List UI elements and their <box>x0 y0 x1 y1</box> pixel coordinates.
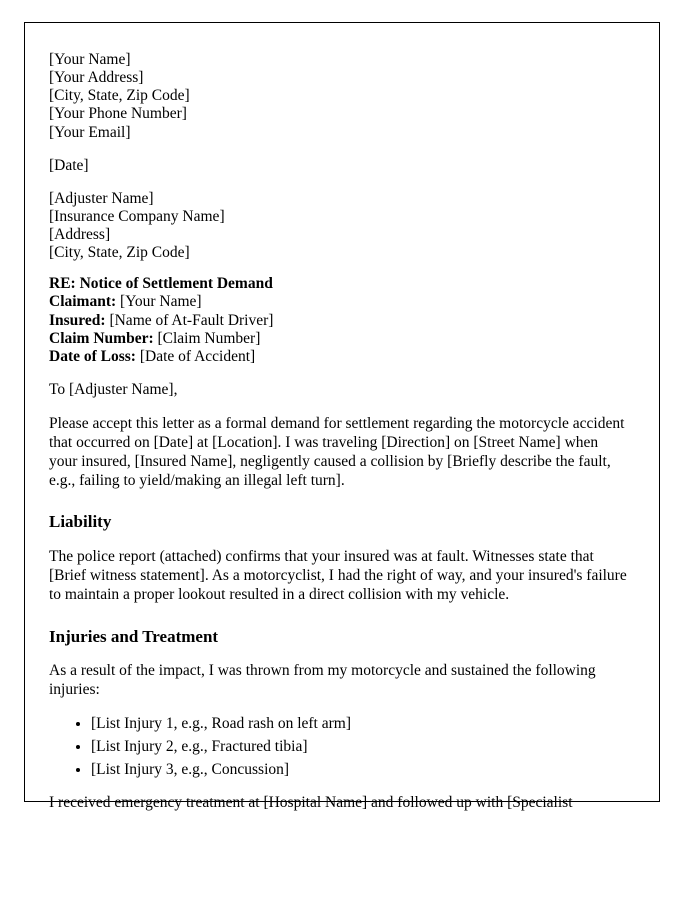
section-body-liability: The police report (attached) confirms that your insured was at fault. Witnesses state that [Brief witness statement]. As a motorcyclist, I had the right of way, and your insured's failure to maintain a proper lookout resulted in a direct collision with my vehicle. <box>49 547 627 603</box>
re-value: [Date of Accident] <box>139 347 256 365</box>
re-block <box>49 275 629 366</box>
re-label: Date of Loss: <box>49 347 136 365</box>
re-row-insured <box>49 312 629 330</box>
re-value: [Your Name] <box>120 293 202 311</box>
section-heading-injuries-and-treatment: Injuries and Treatment <box>49 626 219 646</box>
sender-line: [Your Name] <box>49 51 131 68</box>
re-row-claimant <box>49 293 629 311</box>
letter-content <box>25 23 659 813</box>
letter-sheet <box>24 22 660 812</box>
spacer <box>49 262 629 275</box>
recipient-line: [Insurance Company Name] <box>49 207 225 225</box>
recipient-line: [Address] <box>49 226 111 243</box>
re-subject: RE: Notice of Settlement Demand <box>49 275 273 293</box>
closing-fragment: I received emergency treatment at [Hospital Name] and followed up with [Specialist <box>49 794 573 812</box>
letter-date: [Date] <box>49 156 89 174</box>
re-value: [Name of At-Fault Driver] <box>109 311 274 329</box>
re-label: Claim Number: <box>49 329 154 347</box>
list-item: • [List Injury 3, e.g., Concussion] <box>91 760 629 781</box>
sender-line: [Your Address] <box>49 69 144 87</box>
sender-line: [Your Email] <box>49 123 131 141</box>
re-label: Claimant: <box>49 293 117 311</box>
recipient-line: [City, State, Zip Code] <box>49 244 190 262</box>
spacer <box>49 175 629 190</box>
sender-line: [City, State, Zip Code] <box>49 87 190 105</box>
salutation: To [Adjuster Name], <box>49 380 178 398</box>
sender-address-block <box>49 51 629 142</box>
intro-paragraph: Please accept this letter as a formal demand for settlement regarding the motorcycle accident that occurred on [Date] at [Location]. I was traveling [Direction] on [Street Name] when your insured, [Insured Name], negligently caused a collision by [Briefly describe the fault, e.g., failing to yield/making an illegal left turn]. <box>49 414 625 489</box>
list-item: • [List Injury 2, e.g., Fractured tibia] <box>91 737 629 758</box>
re-row-claim-number <box>49 330 629 348</box>
section-heading-liability: Liability <box>49 512 112 532</box>
recipient-line: [Adjuster Name] <box>49 189 154 207</box>
injury-list <box>49 714 629 781</box>
list-item: • [List Injury 1, e.g., Road rash on left arm] <box>91 714 629 735</box>
recipient-address-block <box>49 190 629 263</box>
spacer <box>49 142 629 157</box>
sender-line: [Your Phone Number] <box>49 105 187 123</box>
re-row-date-of-loss <box>49 348 629 366</box>
re-label: Insured: <box>49 311 106 329</box>
section-body-injuries-and-treatment: As a result of the impact, I was thrown from my motorcycle and sustained the following injuries: <box>49 661 596 698</box>
re-value: [Claim Number] <box>157 329 261 347</box>
